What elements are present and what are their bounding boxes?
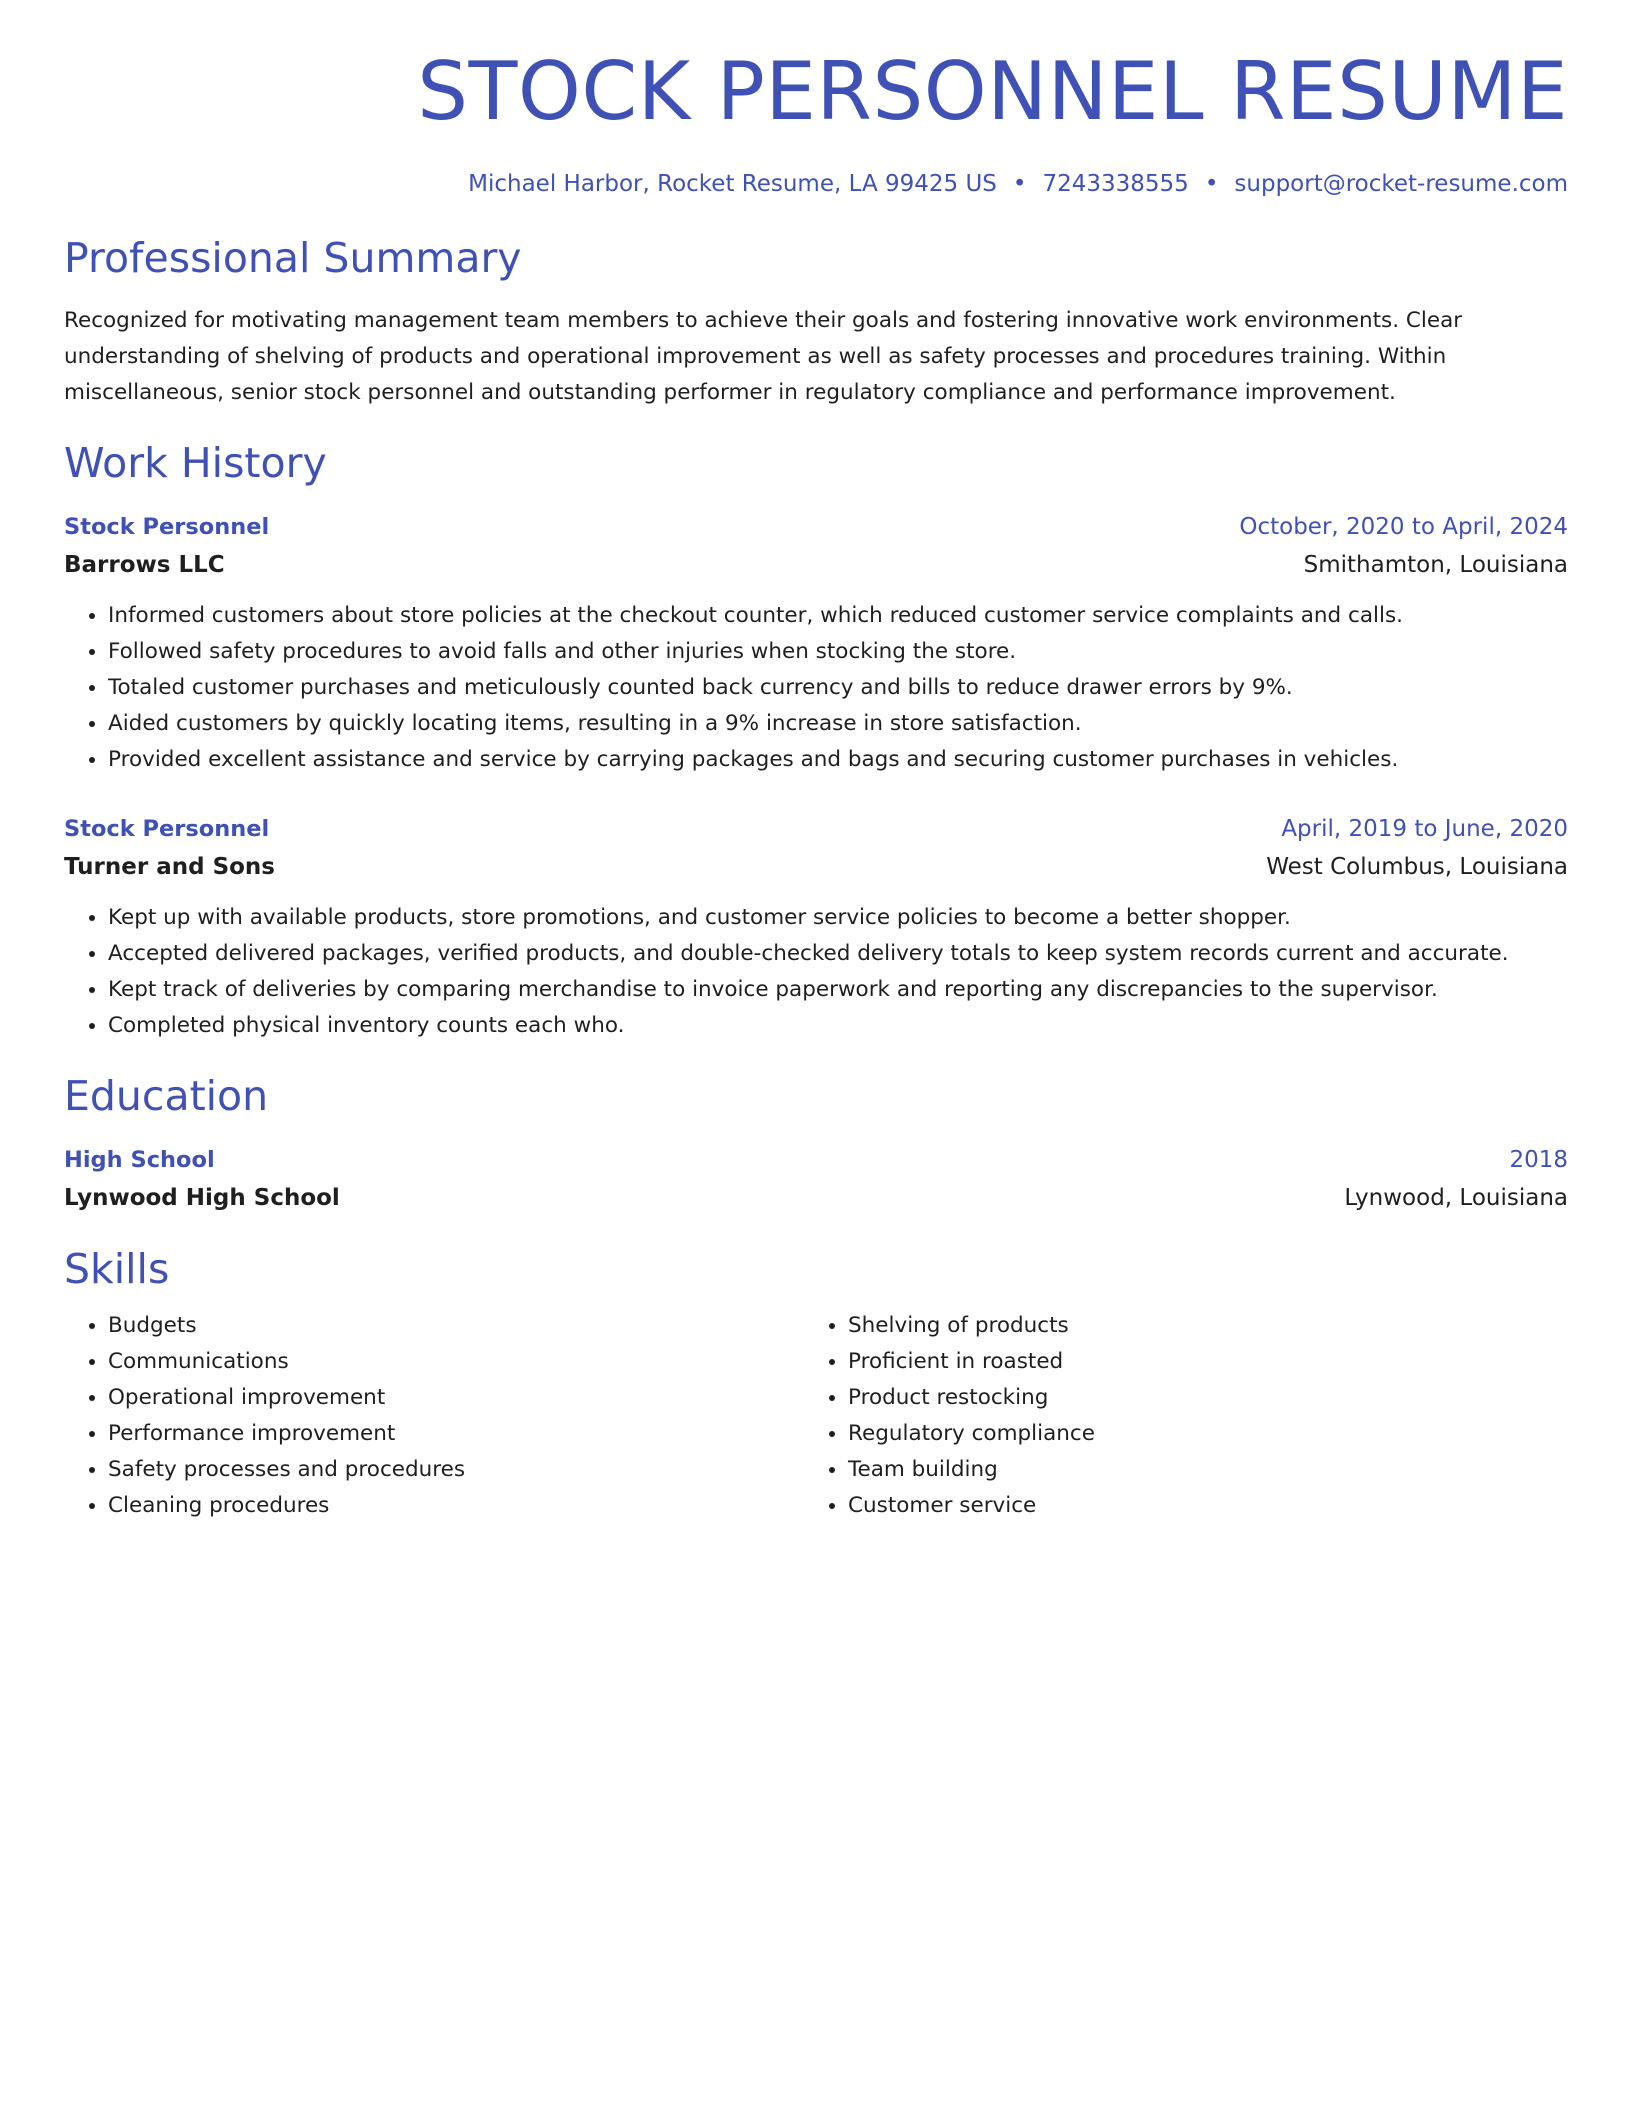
education-school-row <box>64 1179 1568 1217</box>
skill-item: • Team building <box>848 1452 1544 1488</box>
job-bullets <box>64 598 1568 778</box>
contact-email: support@rocket-resume.com <box>1234 171 1568 197</box>
skill-item: • Cleaning procedures <box>108 1488 804 1524</box>
job-bullet: • Aided customers by quickly locating items, resulting in a 9% increase in store satisfaction. <box>108 706 1568 742</box>
job-dates: October, 2020 to April, 2024 <box>1239 514 1568 541</box>
contact-address: Michael Harbor, Rocket Resume, LA 99425 US <box>468 171 997 197</box>
job-bullet: • Accepted delivered packages, verified products, and double-checked delivery totals to keep system records current and accurate. <box>108 936 1568 972</box>
job-role: Stock Personnel <box>64 514 270 541</box>
work-history-heading: Work History <box>64 439 327 488</box>
contact-separator: • <box>1012 171 1027 197</box>
summary-section <box>64 236 1568 411</box>
education-heading: Education <box>64 1072 269 1121</box>
education-location: Lynwood, Louisiana <box>1344 1185 1568 1212</box>
job-bullets <box>64 900 1568 1044</box>
job-company-row <box>64 546 1568 584</box>
education-entry <box>64 1141 1568 1217</box>
job-header-row <box>64 810 1568 848</box>
job-bullet: • Kept track of deliveries by comparing merchandise to invoice paperwork and reporting any discrepancies to the supervisor. <box>108 972 1568 1008</box>
skill-item: • Budgets <box>108 1308 804 1344</box>
skill-item: • Regulatory compliance <box>848 1416 1544 1452</box>
skill-item: • Safety processes and procedures <box>108 1452 804 1488</box>
education-section <box>64 1074 1568 1217</box>
job-bullet: • Totaled customer purchases and meticulously counted back currency and bills to reduce drawer errors by 9%. <box>108 670 1568 706</box>
skills-column-right <box>804 1308 1544 1524</box>
summary-text: Recognized for motivating management team members to achieve their goals and fostering innovative work environments. Clear understanding of shelving of products and operational improvement as well as safety processes and procedures training. Within miscellaneous, senior stock personnel and outstanding performer in regulatory compliance and performance improvement. <box>64 308 1463 406</box>
job-bullet: • Informed customers about store policies at the checkout counter, which reduced customer service complaints and calls. <box>108 598 1568 634</box>
skills-section <box>64 1247 1568 1524</box>
skill-item: • Performance improvement <box>108 1416 804 1452</box>
job-company: Barrows LLC <box>64 552 225 579</box>
skills-column-left <box>64 1308 804 1524</box>
resume-header <box>64 0 1568 200</box>
job-entry <box>64 810 1568 1044</box>
education-header-row <box>64 1141 1568 1179</box>
job-bullet: • Kept up with available products, store promotions, and customer service policies to become a better shopper. <box>108 900 1568 936</box>
education-degree: High School <box>64 1147 215 1174</box>
skill-item: • Product restocking <box>848 1380 1544 1416</box>
contact-phone: 7243338555 <box>1042 171 1189 197</box>
skill-item: • Shelving of products <box>848 1308 1544 1344</box>
job-dates: April, 2019 to June, 2020 <box>1281 816 1568 843</box>
skill-item: • Proficient in roasted <box>848 1344 1544 1380</box>
skill-item: • Customer service <box>848 1488 1544 1524</box>
job-location: Smithamton, Louisiana <box>1303 552 1568 579</box>
contact-line <box>64 168 1568 200</box>
job-entry <box>64 508 1568 778</box>
job-bullet: • Followed safety procedures to avoid falls and other injuries when stocking the store. <box>108 634 1568 670</box>
job-company-row <box>64 848 1568 886</box>
skills-grid <box>64 1308 1568 1524</box>
job-header-row <box>64 508 1568 546</box>
job-bullet: • Completed physical inventory counts each who. <box>108 1008 1568 1044</box>
job-location: West Columbus, Louisiana <box>1266 854 1568 881</box>
job-bullet: • Provided excellent assistance and service by carrying packages and bags and securing customer purchases in vehicles. <box>108 742 1568 778</box>
job-role: Stock Personnel <box>64 816 270 843</box>
resume-title: STOCK PERSONNEL RESUME <box>417 45 1568 138</box>
contact-separator: • <box>1204 171 1219 197</box>
skills-heading: Skills <box>64 1245 170 1294</box>
education-school: Lynwood High School <box>64 1185 340 1212</box>
work-history-section <box>64 441 1568 1044</box>
summary-heading: Professional Summary <box>64 234 522 282</box>
skill-item: • Operational improvement <box>108 1380 804 1416</box>
job-company: Turner and Sons <box>64 854 275 881</box>
education-year: 2018 <box>1509 1147 1568 1174</box>
skill-item: • Communications <box>108 1344 804 1380</box>
